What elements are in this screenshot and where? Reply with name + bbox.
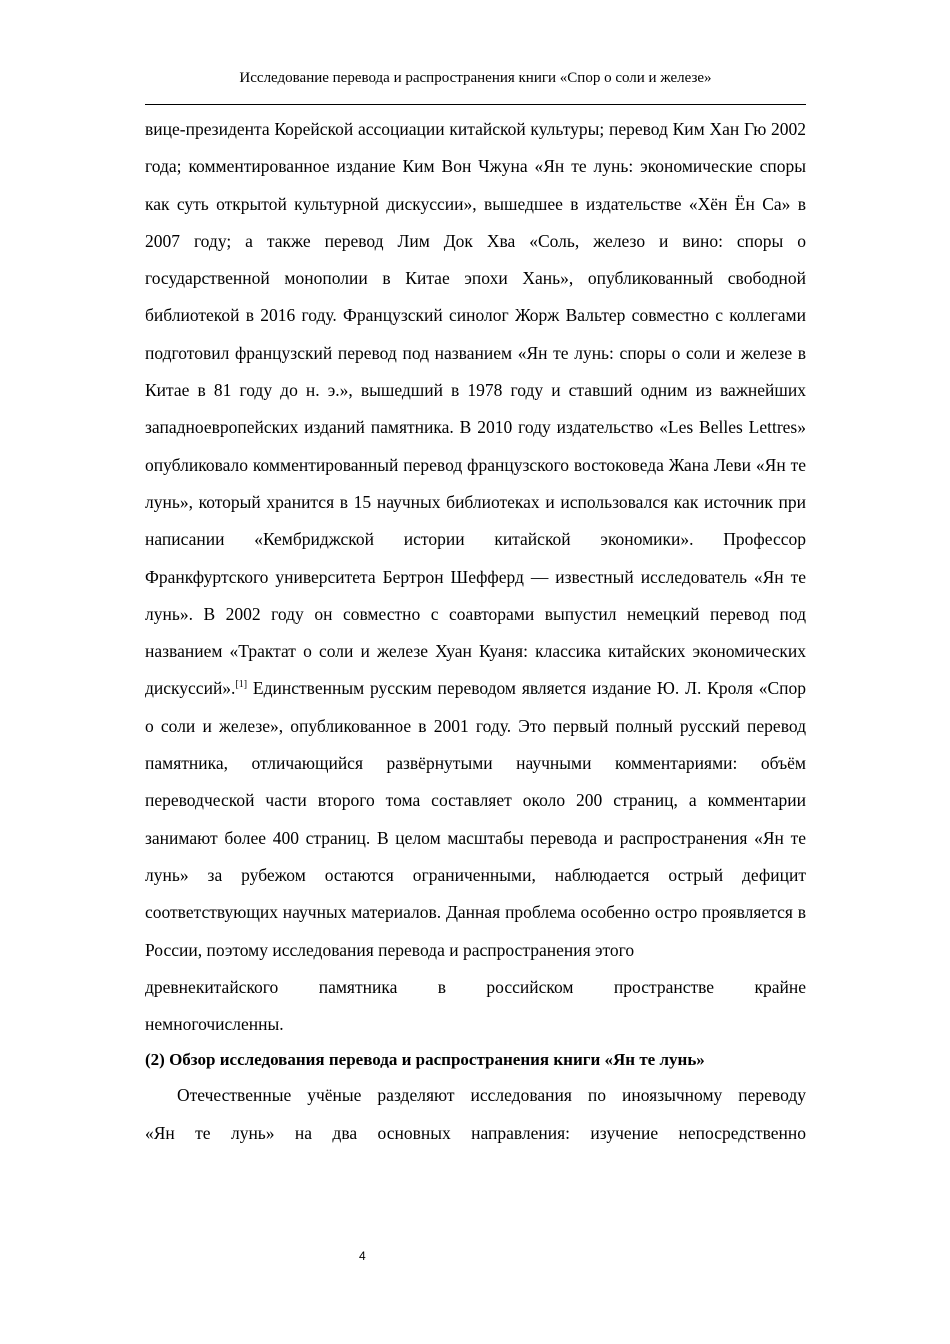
section-heading: (2) Обзор исследования перевода и распространения книги «Ян те лунь» — [145, 1050, 705, 1070]
paragraph-text: «Ян те лунь» на два основных направления: изучение непосредственно — [145, 1122, 806, 1143]
body-text — [145, 111, 806, 1152]
page-number: 4 — [359, 1249, 366, 1263]
paragraph-text: древнекитайского памятника в российском пространстве крайне — [145, 976, 806, 997]
running-header: Исследование перевода и распространения книги «Спор о соли и железе» — [239, 70, 712, 86]
footnote-reference[interactable]: [1] — [235, 679, 248, 691]
paragraph-translations-overview — [145, 111, 806, 1043]
paragraph-text: вице-президента Корейской ассоциации китайской культуры; перевод Ким Хан Гю 2002 года; комментированное издание Ким Вон Чжуна «Ян те лунь: экономические споры как суть открытой культурной дискуссии», вышедшее в издательстве «Хён Ён Са» в 2007 году; а также перевод Лим Док Хва «Соль, железо и вино: споры о государственной монополии в Китае эпохи Хань», опубликованный свободной библиотекой в 2016 году. Французский синолог Жорж Вальтер совместно с коллегами подготовил французский перевод под названием «Ян те лунь: споры о соли и железе в Китае в 81 году до н. э.», вышедший в 1978 году и ставший одним из важнейших западноевропейских изданий памятника. В 2010 году издательство «Les Belles Lettres» опубликовало комментированный перевод французского востоковеда Жана Леви «Ян те лунь», который хранится в 15 научных библиотеках и использовался как источник при написании «Кембриджской истории китайской экономики». Профессор Франкфуртского университета Бертрон Шефферд — известный исследователь «Ян те лунь». В 2002 году он совместно с соавторами выпустил немецкий перевод под названием «Трактат о соли и железе Хуан Куаня: классика китайских экономических дискуссий». — [145, 119, 806, 699]
paragraph-research-directions — [145, 1077, 806, 1152]
paragraph-text: немногочисленны. — [145, 1014, 284, 1035]
header-divider — [145, 104, 806, 105]
paragraph-text: Единственным русским переводом является издание Ю. Л. Кроля «Спор о соли и железе», опубликованное в 2001 году. Это первый полный русский перевод памятника, отличающийся развёрнутыми научными комментариями: объём переводческой части второго тома составляет около 200 страниц, а комментарии занимают более 400 страниц. В целом масштабы перевода и распространения «Ян те лунь» за рубежом остаются ограниченными, наблюдается острый дефицит соответствующих научных материалов. Данная проблема особенно остро проявляется в России, поэтому исследования перевода и распространения этого — [145, 678, 806, 960]
paragraph-text: Отечественные учёные разделяют исследования по иноязычному переводу — [177, 1085, 806, 1106]
